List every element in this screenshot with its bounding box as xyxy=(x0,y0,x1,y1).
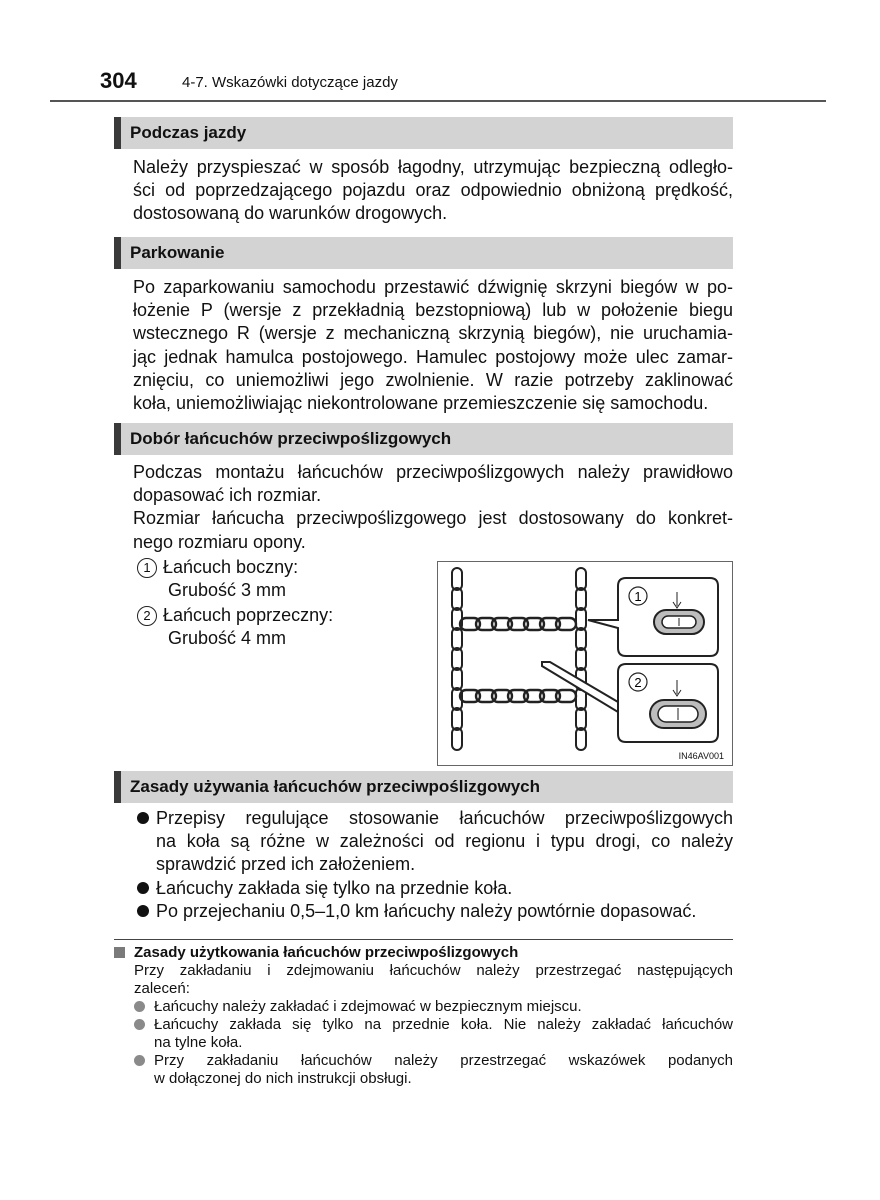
chain-illustration xyxy=(437,561,733,766)
legend-item-cross-chain xyxy=(137,604,333,650)
section-heading-rules xyxy=(114,771,733,803)
text-line: Łańcuchy zakłada się tylko na przednie koła. Nie należy zakładać łańcuchów xyxy=(154,1016,733,1033)
square-bullet-icon xyxy=(114,947,125,958)
text-line: na koła są różne w zależności od regionu i typu drogi, co należy xyxy=(156,831,733,852)
note-title: Zasady użytkowania łańcuchów przeciwpoślizgowych xyxy=(134,944,519,961)
driving-paragraph xyxy=(133,156,733,226)
page-header xyxy=(0,60,826,104)
legend-label: Łańcuch poprzeczny: xyxy=(163,605,334,625)
note-heading xyxy=(114,944,733,962)
text-line: Po przejechaniu 0,5–1,0 km łańcuchy należy powtórnie dopasować. xyxy=(156,900,697,921)
callout-side-chain-detail xyxy=(588,578,718,656)
text-line: Należy przyspieszać w sposób łagodny, utrzymując bezpieczną odległo- xyxy=(133,157,733,177)
callout-number: 2 xyxy=(137,606,157,626)
note-divider xyxy=(114,939,733,940)
list-item xyxy=(137,877,733,900)
text-line: Przy zakładaniu i zdejmowaniu łańcuchów należy przestrzegać następujących xyxy=(134,962,733,979)
text-line: dostosowaną do warunków drogowych. xyxy=(133,203,448,224)
legend-detail: Grubość 3 mm xyxy=(168,580,287,601)
text-line: jąc jednak hamulca postojowego. Hamulec postojowy może ulec zamar- xyxy=(133,346,733,367)
cross-chain-lower xyxy=(460,690,576,702)
text-line: nego rozmiaru opony. xyxy=(133,531,306,552)
text-line: Przy zakładaniu łańcuchów należy przestrzegać wskazówek podanych xyxy=(154,1052,733,1069)
note-list-item xyxy=(134,1016,733,1052)
note-list-item xyxy=(134,998,733,1016)
chains-paragraph xyxy=(133,461,733,554)
text-line: sprawdzić przed ich założeniem. xyxy=(156,854,416,875)
section-heading-chains xyxy=(114,423,733,455)
bullet-icon xyxy=(134,1001,145,1012)
text-line: w dołączonej do nich instrukcji obsługi. xyxy=(154,1070,412,1087)
section-title: Podczas jazdy xyxy=(130,123,247,142)
text-line: koła, uniemożliwiając niekontrolowane przemieszczenie się samochodu. xyxy=(133,393,709,414)
section-heading-parking xyxy=(114,237,733,269)
cross-chain-upper xyxy=(460,618,576,630)
bullet-icon xyxy=(137,905,149,917)
section-title: Dobór łańcuchów przeciwpoślizgowych xyxy=(130,429,452,448)
note-intro xyxy=(114,962,733,998)
chapter-title: 4-7. Wskazówki dotyczące jazdy xyxy=(182,74,398,91)
legend-label: Łańcuch boczny: xyxy=(163,557,299,577)
parking-paragraph xyxy=(133,276,733,415)
note-block xyxy=(114,944,733,1088)
bullet-icon xyxy=(137,882,149,894)
rules-list xyxy=(137,807,733,923)
chain-diagram xyxy=(438,562,732,765)
bullet-icon xyxy=(134,1055,145,1066)
text-line: Łańcuchy zakłada się tylko na przednie koła. xyxy=(156,877,513,898)
text-line: na tylne koła. xyxy=(154,1034,243,1051)
list-item xyxy=(137,900,733,923)
text-line: Po zaparkowaniu samochodu przestawić dźwignię skrzyni biegów w po- xyxy=(133,277,733,297)
svg-text:2: 2 xyxy=(634,675,642,690)
legend-detail: Grubość 4 mm xyxy=(168,628,287,649)
bullet-icon xyxy=(134,1019,145,1030)
svg-text:1: 1 xyxy=(634,589,642,604)
callout-number: 1 xyxy=(137,558,157,578)
note-list-item xyxy=(134,1052,733,1088)
list-item xyxy=(137,807,733,877)
side-chain-left xyxy=(452,568,462,750)
text-line: zaleceń: xyxy=(134,980,190,997)
side-chain-right xyxy=(576,568,586,750)
text-line: znięciu, co uniemożliwi jego zwolnienie. W razie potrzeby zaklinować xyxy=(133,369,733,390)
text-line: dopasować ich rozmiar. xyxy=(133,485,322,506)
text-line: Rozmiar łańcucha przeciwpoślizgowego jest dostosowany do konkret- xyxy=(133,508,733,529)
text-line: łożenie P (wersje z przekładnią bezstopniową) lub w położenie biegu xyxy=(133,300,733,321)
text-line: ści od poprzedzającego pojazdu oraz odpowiednio obniżoną prędkość, xyxy=(133,180,733,201)
section-heading-driving xyxy=(114,117,733,149)
section-title: Parkowanie xyxy=(130,243,225,262)
text-line: Przepisy regulujące stosowanie łańcuchów przeciwpoślizgowych xyxy=(156,808,733,828)
page-number: 304 xyxy=(100,68,137,93)
bullet-icon xyxy=(137,812,149,824)
section-title: Zasady używania łańcuchów przeciwpoślizgowych xyxy=(130,777,540,796)
text-line: wstecznego R (wersje z mechaniczną skrzynią biegów), nie uruchamia- xyxy=(133,323,733,344)
legend-item-side-chain xyxy=(137,556,298,602)
figure-code: IN46AV001 xyxy=(678,751,724,761)
text-line: Podczas montażu łańcuchów przeciwpoślizgowych należy prawidłowo xyxy=(133,462,733,482)
text-line: Łańcuchy należy zakładać i zdejmować w bezpiecznym miejscu. xyxy=(154,998,582,1015)
header-divider xyxy=(50,100,826,102)
